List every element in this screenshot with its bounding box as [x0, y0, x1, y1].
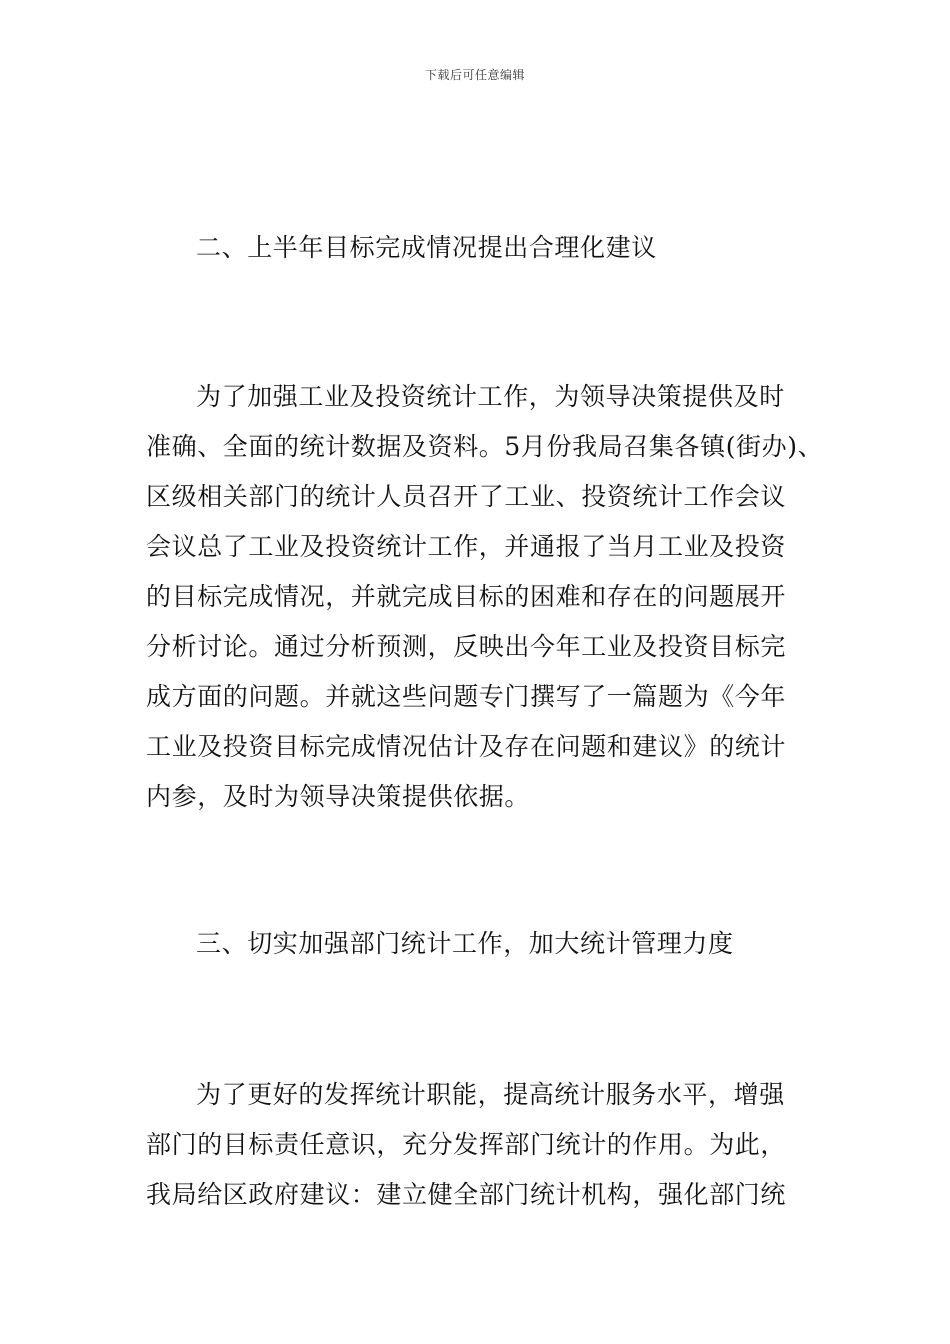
paragraph-line: 内参，及时为领导决策提供依据。: [146, 782, 531, 811]
paragraph-line: 准确、全面的统计数据及资料。5月份我局召集各镇(街办)、: [146, 432, 824, 461]
paragraph-line: 为了更好的发挥统计职能，提高统计服务水平，增强: [196, 1080, 785, 1109]
section-heading-3: 三、切实加强部门统计工作，加大统计管理力度: [196, 929, 734, 958]
paragraph-line: 工业及投资目标完成情况估计及存在问题和建议》的统计: [146, 732, 787, 761]
paragraph-line: 区级相关部门的统计人员召开了工业、投资统计工作会议: [146, 482, 787, 511]
paragraph-line: 的目标完成情况，并就完成目标的困难和存在的问题展开: [146, 582, 787, 611]
paragraph-line: 会议总了工业及投资统计工作，并通报了当月工业及投资: [146, 532, 787, 561]
section-2-paragraph: [146, 372, 826, 822]
paragraph-line: 成方面的问题。并就这些问题专门撰写了一篇题为《今年: [146, 682, 787, 711]
paragraph-line: 部门的目标责任意识，充分发挥部门统计的作用。为此，: [146, 1130, 787, 1159]
section-3-paragraph: [146, 1070, 826, 1220]
paragraph-line: 我局给区政府建议：建立健全部门统计机构，强化部门统: [146, 1180, 787, 1209]
paragraph-line: 为了加强工业及投资统计工作，为领导决策提供及时: [196, 382, 785, 411]
paragraph-line: 分析讨论。通过分析预测，反映出今年工业及投资目标完: [146, 632, 787, 661]
section-heading-2: 二、上半年目标完成情况提出合理化建议: [196, 233, 657, 262]
header-note: 下载后可任意编辑: [424, 68, 525, 82]
